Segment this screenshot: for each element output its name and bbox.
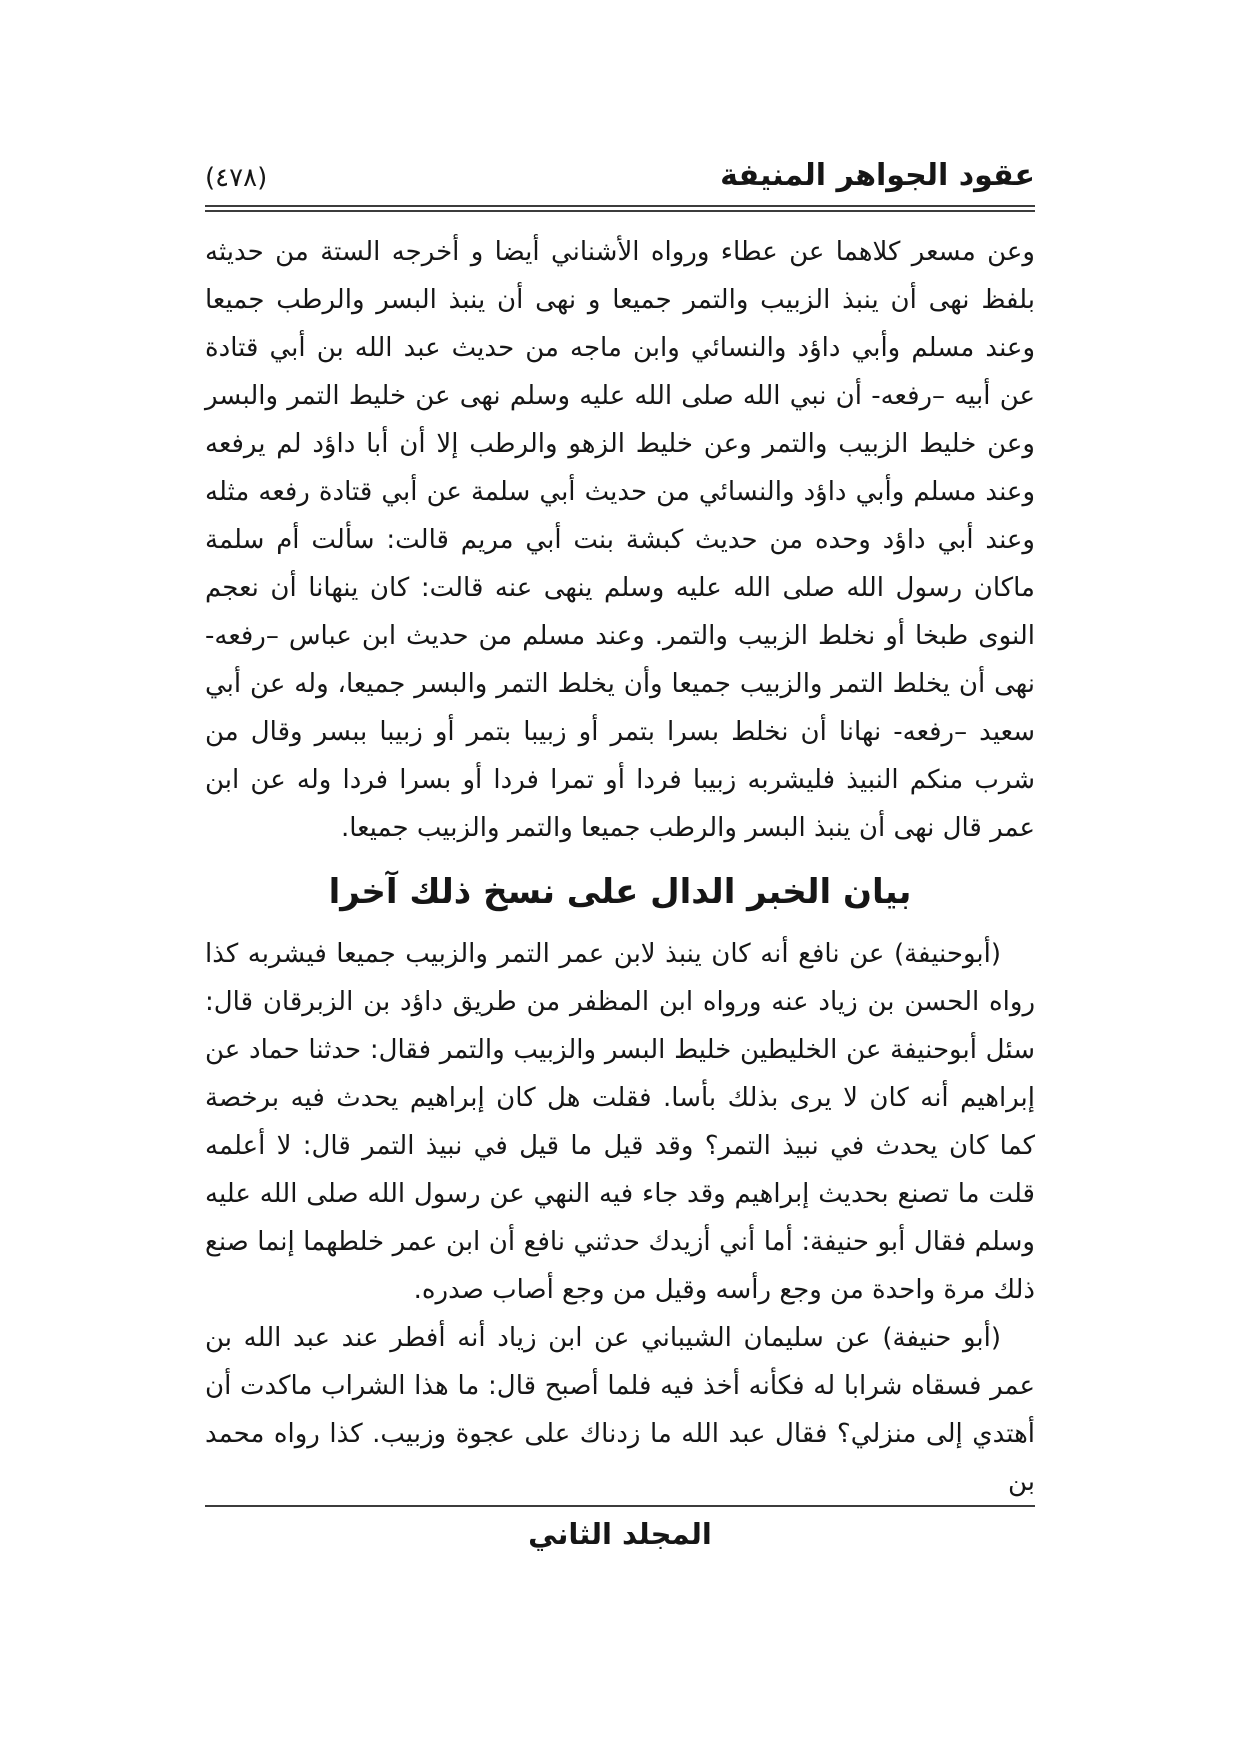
- section-heading: بيان الخبر الدال على نسخ ذلك آخرا: [328, 872, 912, 912]
- footer-rule: [205, 1505, 1035, 1507]
- page-header: [205, 0, 1035, 193]
- volume-label: المجلد الثاني: [528, 1517, 712, 1551]
- book-title: عقود الجواهر المنيفة: [720, 158, 1035, 193]
- paragraph-abu-hanifa-nafi: (أبوحنيفة) عن نافع أنه كان ينبذ لابن عمر التمر والزبيب جميعا فيشربه كذا رواه الحسن بن زياد عنه ورواه ابن المظفر من طريق داؤد بن الزبرقان قال: سئل أبوحنيفة عن الخليطين خليط البسر والزبيب والتمر فقال: حدثنا حماد عن إبراهيم أنه كان لا يرى بذلك بأسا. فقلت هل كان إبراهيم يحدث فيه برخصة كما كان يحدث في نبيذ التمر؟ وقد قيل ما قيل في نبيذ التمر قال: لا أعلمه قلت ما تصنع بحديث إبراهيم وقد جاء فيه النهي عن رسول الله صلى الله عليه وسلم فقال أبو حنيفة: أما أني أزيدك حدثني نافع أن ابن عمر خلطهما إنما صنع ذلك مرة واحدة من وجع رأسه وقيل من وجع أصاب صدره.: [205, 939, 1035, 1305]
- header-double-rule: [205, 205, 1035, 212]
- paragraph-hadith-narrations: وعن مسعر كلاهما عن عطاء ورواه الأشناني أيضا و أخرجه الستة من حديثه بلفظ نهى أن ينبذ الزبيب والتمر جميعا و نهى أن ينبذ البسر والرطب جميعا وعند مسلم وأبي داؤد والنسائي وابن ماجه من حديث عبد الله بن أبي قتادة عن أبيه –رفعه- أن نبي الله صلى الله عليه وسلم نهى عن خليط التمر والبسر وعن خليط الزبيب والتمر وعن خليط الزهو والرطب إلا أن أبا داؤد لم يرفعه وعند مسلم وأبي داؤد والنسائي من حديث أبي سلمة عن أبي قتادة رفعه مثله وعند أبي داؤد وحده من حديث كبشة بنت أبي مريم قالت: سألت أم سلمة ماكان رسول الله صلى الله عليه وسلم ينهى عنه قالت: كان ينهانا أن نعجم النوى طبخا أو نخلط الزبيب والتمر. وعند مسلم من حديث ابن عباس –رفعه- نهى أن يخلط التمر والزبيب جميعا وأن يخلط التمر والبسر جميعا، وله عن أبي سعيد –رفعه- نهانا أن نخلط بسرا بتمر أو زبيبا بتمر أو زبيبا ببسر وقال من شرب منكم النبيذ فليشربه زبيبا فردا أو تمرا فردا أو بسرا فردا وله عن ابن عمر قال نهى أن ينبذ البسر والرطب جميعا والتمر والزبيب جميعا.: [205, 237, 1035, 843]
- page-body: [205, 212, 1035, 1506]
- page-footer: [205, 1505, 1035, 1551]
- content-column: [205, 0, 1035, 1506]
- page-number: (٤٧٨): [205, 163, 268, 193]
- paragraph-abu-hanifa-shaybani: (أبو حنيفة) عن سليمان الشيباني عن ابن زياد أنه أفطر عند عبد الله بن عمر فسقاه شرابا له فكأنه أخذ فيه فلما أصبح قال: ما هذا الشراب ماكدت أن أهتدي إلى منزلي؟ فقال عبد الله ما زدناك على عجوة وزبيب. كذا رواه محمد بن: [205, 1323, 1035, 1497]
